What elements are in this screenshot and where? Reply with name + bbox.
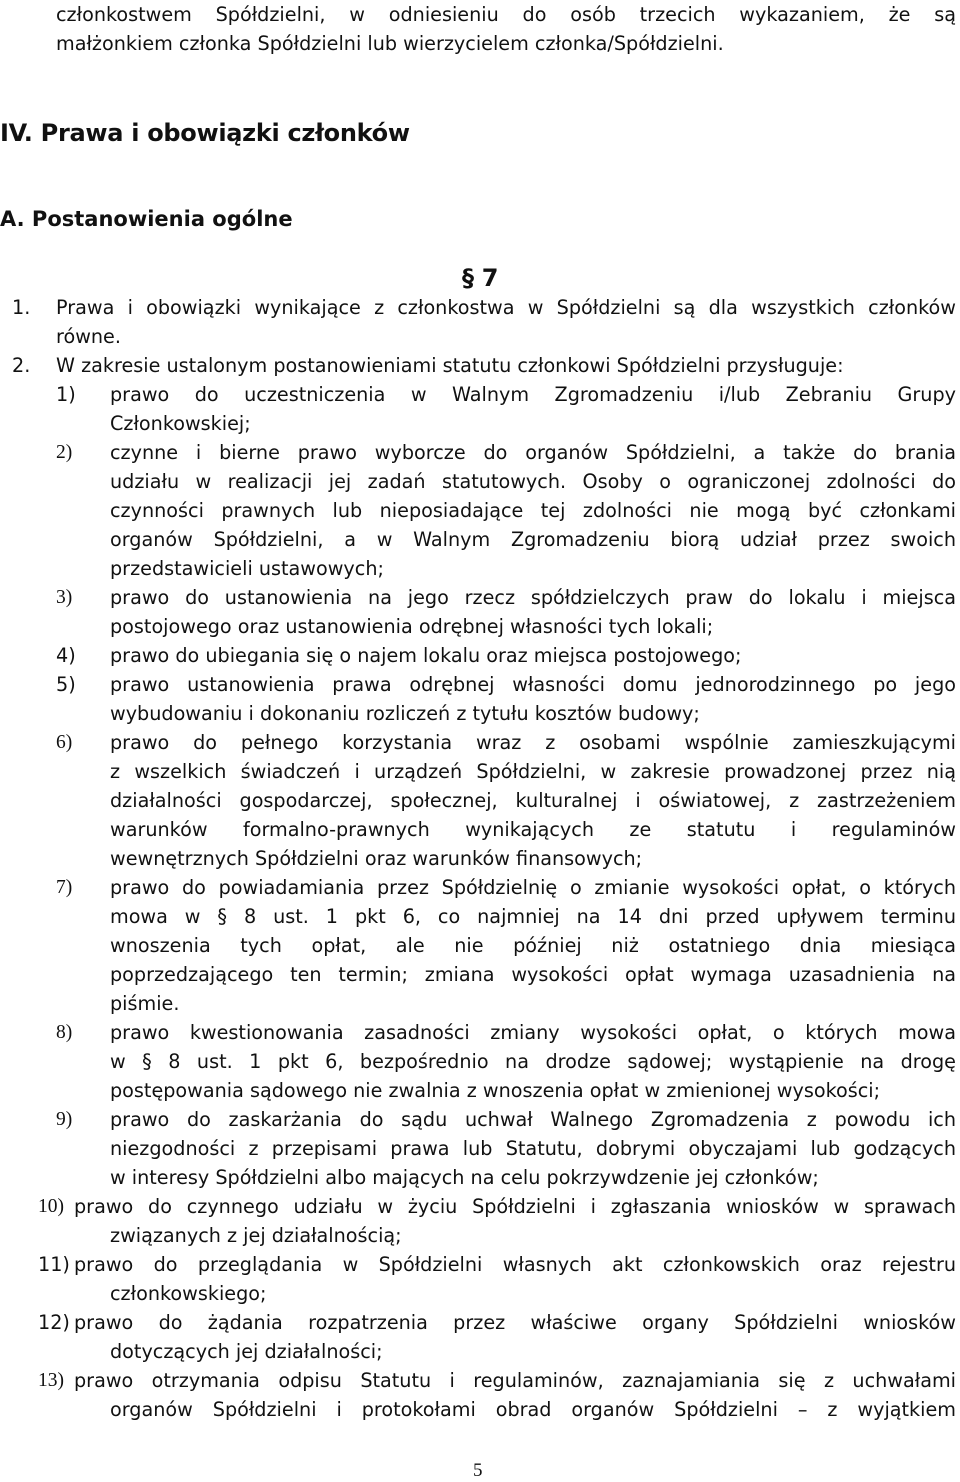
list-item-line: postępowania sądowego nie zwalnia z wnoszenia opłat w zmienionej wysokości; [110, 1079, 881, 1102]
list-item-line: organów Spółdzielni i protokołami obrad organów Spółdzielni – z wyjątkiem [110, 1398, 956, 1421]
list-item-number: 3) [56, 587, 73, 608]
list-item-line: prawo ustanowienia prawa odrębnej własności domu jednorodzinnego po jego [110, 673, 956, 696]
list-item-line: mowa w § 8 ust. 1 pkt 6, co najmniej na 14 dni przed upływem terminu [110, 905, 956, 928]
list-item-line: wewnętrznych Spółdzielni oraz warunków finansowych; [110, 847, 643, 870]
list-item-line: przedstawicieli ustawowych; [110, 557, 384, 580]
list-item-line: z wszelkich świadczeń i urządzeń Spółdzielni, w zakresie prowadzonej przez nią [110, 760, 956, 783]
list-item-line: czynne i bierne prawo wyborcze do organów Spółdzielni, a także do brania [110, 441, 956, 464]
list-item-line: prawo do ustanowienia na jego rzecz spółdzielczych praw do lokalu i miejsca [110, 586, 956, 609]
point-number: 2. [12, 354, 31, 377]
list-item-line: czynności prawnych lub nieposiadające tej zdolności nie mogą być członkami [110, 499, 956, 522]
list-item-line: piśmie. [110, 992, 180, 1015]
subsection-heading: A. Postanowienia ogólne [0, 207, 293, 231]
list-item-number: 11) [38, 1253, 70, 1276]
section-heading: IV. Prawa i obowiązki członków [0, 119, 410, 147]
list-item-number: 10) [38, 1196, 64, 1217]
point-2-line-1: W zakresie ustalonym postanowieniami statutu członkowi Spółdzielni przysługuje: [56, 354, 844, 377]
point-number: 1. [12, 296, 31, 319]
list-item-line: postojowego oraz ustanowienia odrębnej własności tych lokali; [110, 615, 714, 638]
list-item-number: 8) [56, 1022, 73, 1043]
list-item-line: niezgodności z przepisami prawa lub Statutu, dobrymi obyczajami lub godzących [110, 1137, 956, 1160]
list-item-line: prawo kwestionowania zasadności zmiany wysokości opłat, o których mowa [110, 1021, 956, 1044]
list-item-line: prawo do czynnego udziału w życiu Spółdzielni i zgłaszania wniosków w sprawach [74, 1195, 956, 1218]
list-item-line: prawo do przeglądania w Spółdzielni własnych akt członkowskich oraz rejestru [74, 1253, 956, 1276]
list-item-line: Członkowskiej; [110, 412, 251, 435]
list-item-line: udziału w realizacji jej zadań statutowych. Osoby o ograniczonej zdolności do [110, 470, 956, 493]
list-item-line: prawo do żądania rozpatrzenia przez właściwe organy Spółdzielni wniosków [74, 1311, 956, 1334]
list-item-line: prawo otrzymania odpisu Statutu i regulaminów, zaznajamiania się z uchwałami [74, 1369, 956, 1392]
intro-line-1: członkostwem Spółdzielni, w odniesieniu do osób trzecich wykazaniem, że są [56, 3, 956, 26]
list-item-line: dotyczących jej działalności; [110, 1340, 383, 1363]
list-item-line: prawo do ubiegania się o najem lokalu oraz miejsca postojowego; [110, 644, 742, 667]
list-item-number: 6) [56, 732, 73, 753]
list-item-line: prawo do uczestniczenia w Walnym Zgromadzeniu i/lub Zebraniu Grupy [110, 383, 956, 406]
list-item-line: członkowskiego; [110, 1282, 267, 1305]
list-item-number: 5) [56, 673, 76, 696]
list-item-number: 1) [56, 383, 76, 406]
list-item-number: 9) [56, 1109, 73, 1130]
list-item-number: 7) [56, 877, 73, 898]
list-item-line: wybudowaniu i dokonaniu rozliczeń z tytułu kosztów budowy; [110, 702, 700, 725]
list-item-number: 4) [56, 644, 76, 667]
intro-line-2: małżonkiem członka Spółdzielni lub wierzycielem członka/Spółdzielni. [56, 32, 724, 55]
paragraph-label: § 7 [462, 264, 499, 292]
list-item-line: warunków formalno-prawnych wynikających ze statutu i regulaminów [110, 818, 956, 841]
list-item-line: organów Spółdzielni, a w Walnym Zgromadzeniu biorą udział przez swoich [110, 528, 956, 551]
list-item-line: wnoszenia tych opłat, ale nie później niż ostatniego dnia miesiąca [110, 934, 956, 957]
list-item-line: poprzedzającego ten termin; zmiana wysokości opłat wymaga uzasadnienia na [110, 963, 956, 986]
list-item-line: w § 8 ust. 1 pkt 6, bezpośrednio na drodze sądowej; wystąpienie na drogę [110, 1050, 956, 1073]
point-1-line-2: równe. [56, 325, 121, 348]
list-item-line: związanych z jej działalnością; [110, 1224, 402, 1247]
list-item-number: 12) [38, 1311, 70, 1334]
list-item-line: prawo do pełnego korzystania wraz z osobami wspólnie zamieszkującymi [110, 731, 956, 754]
list-item-line: w interesy Spółdzielni albo mających na celu pokrzywdzenie jej członków; [110, 1166, 819, 1189]
list-item-number: 2) [56, 442, 73, 463]
point-1-line-1: Prawa i obowiązki wynikające z członkostwa w Spółdzielni są dla wszystkich członków [56, 296, 956, 319]
list-item-line: prawo do powiadamiania przez Spółdzielnię o zmianie wysokości opłat, o których [110, 876, 956, 899]
list-item-number: 13) [38, 1370, 64, 1391]
list-item-line: prawo do zaskarżania do sądu uchwał Walnego Zgromadzenia z powodu ich [110, 1108, 956, 1131]
list-item-line: działalności gospodarczej, społecznej, kulturalnej i oświatowej, z zastrzeżeniem [110, 789, 956, 812]
page-number: 5 [473, 1460, 483, 1481]
